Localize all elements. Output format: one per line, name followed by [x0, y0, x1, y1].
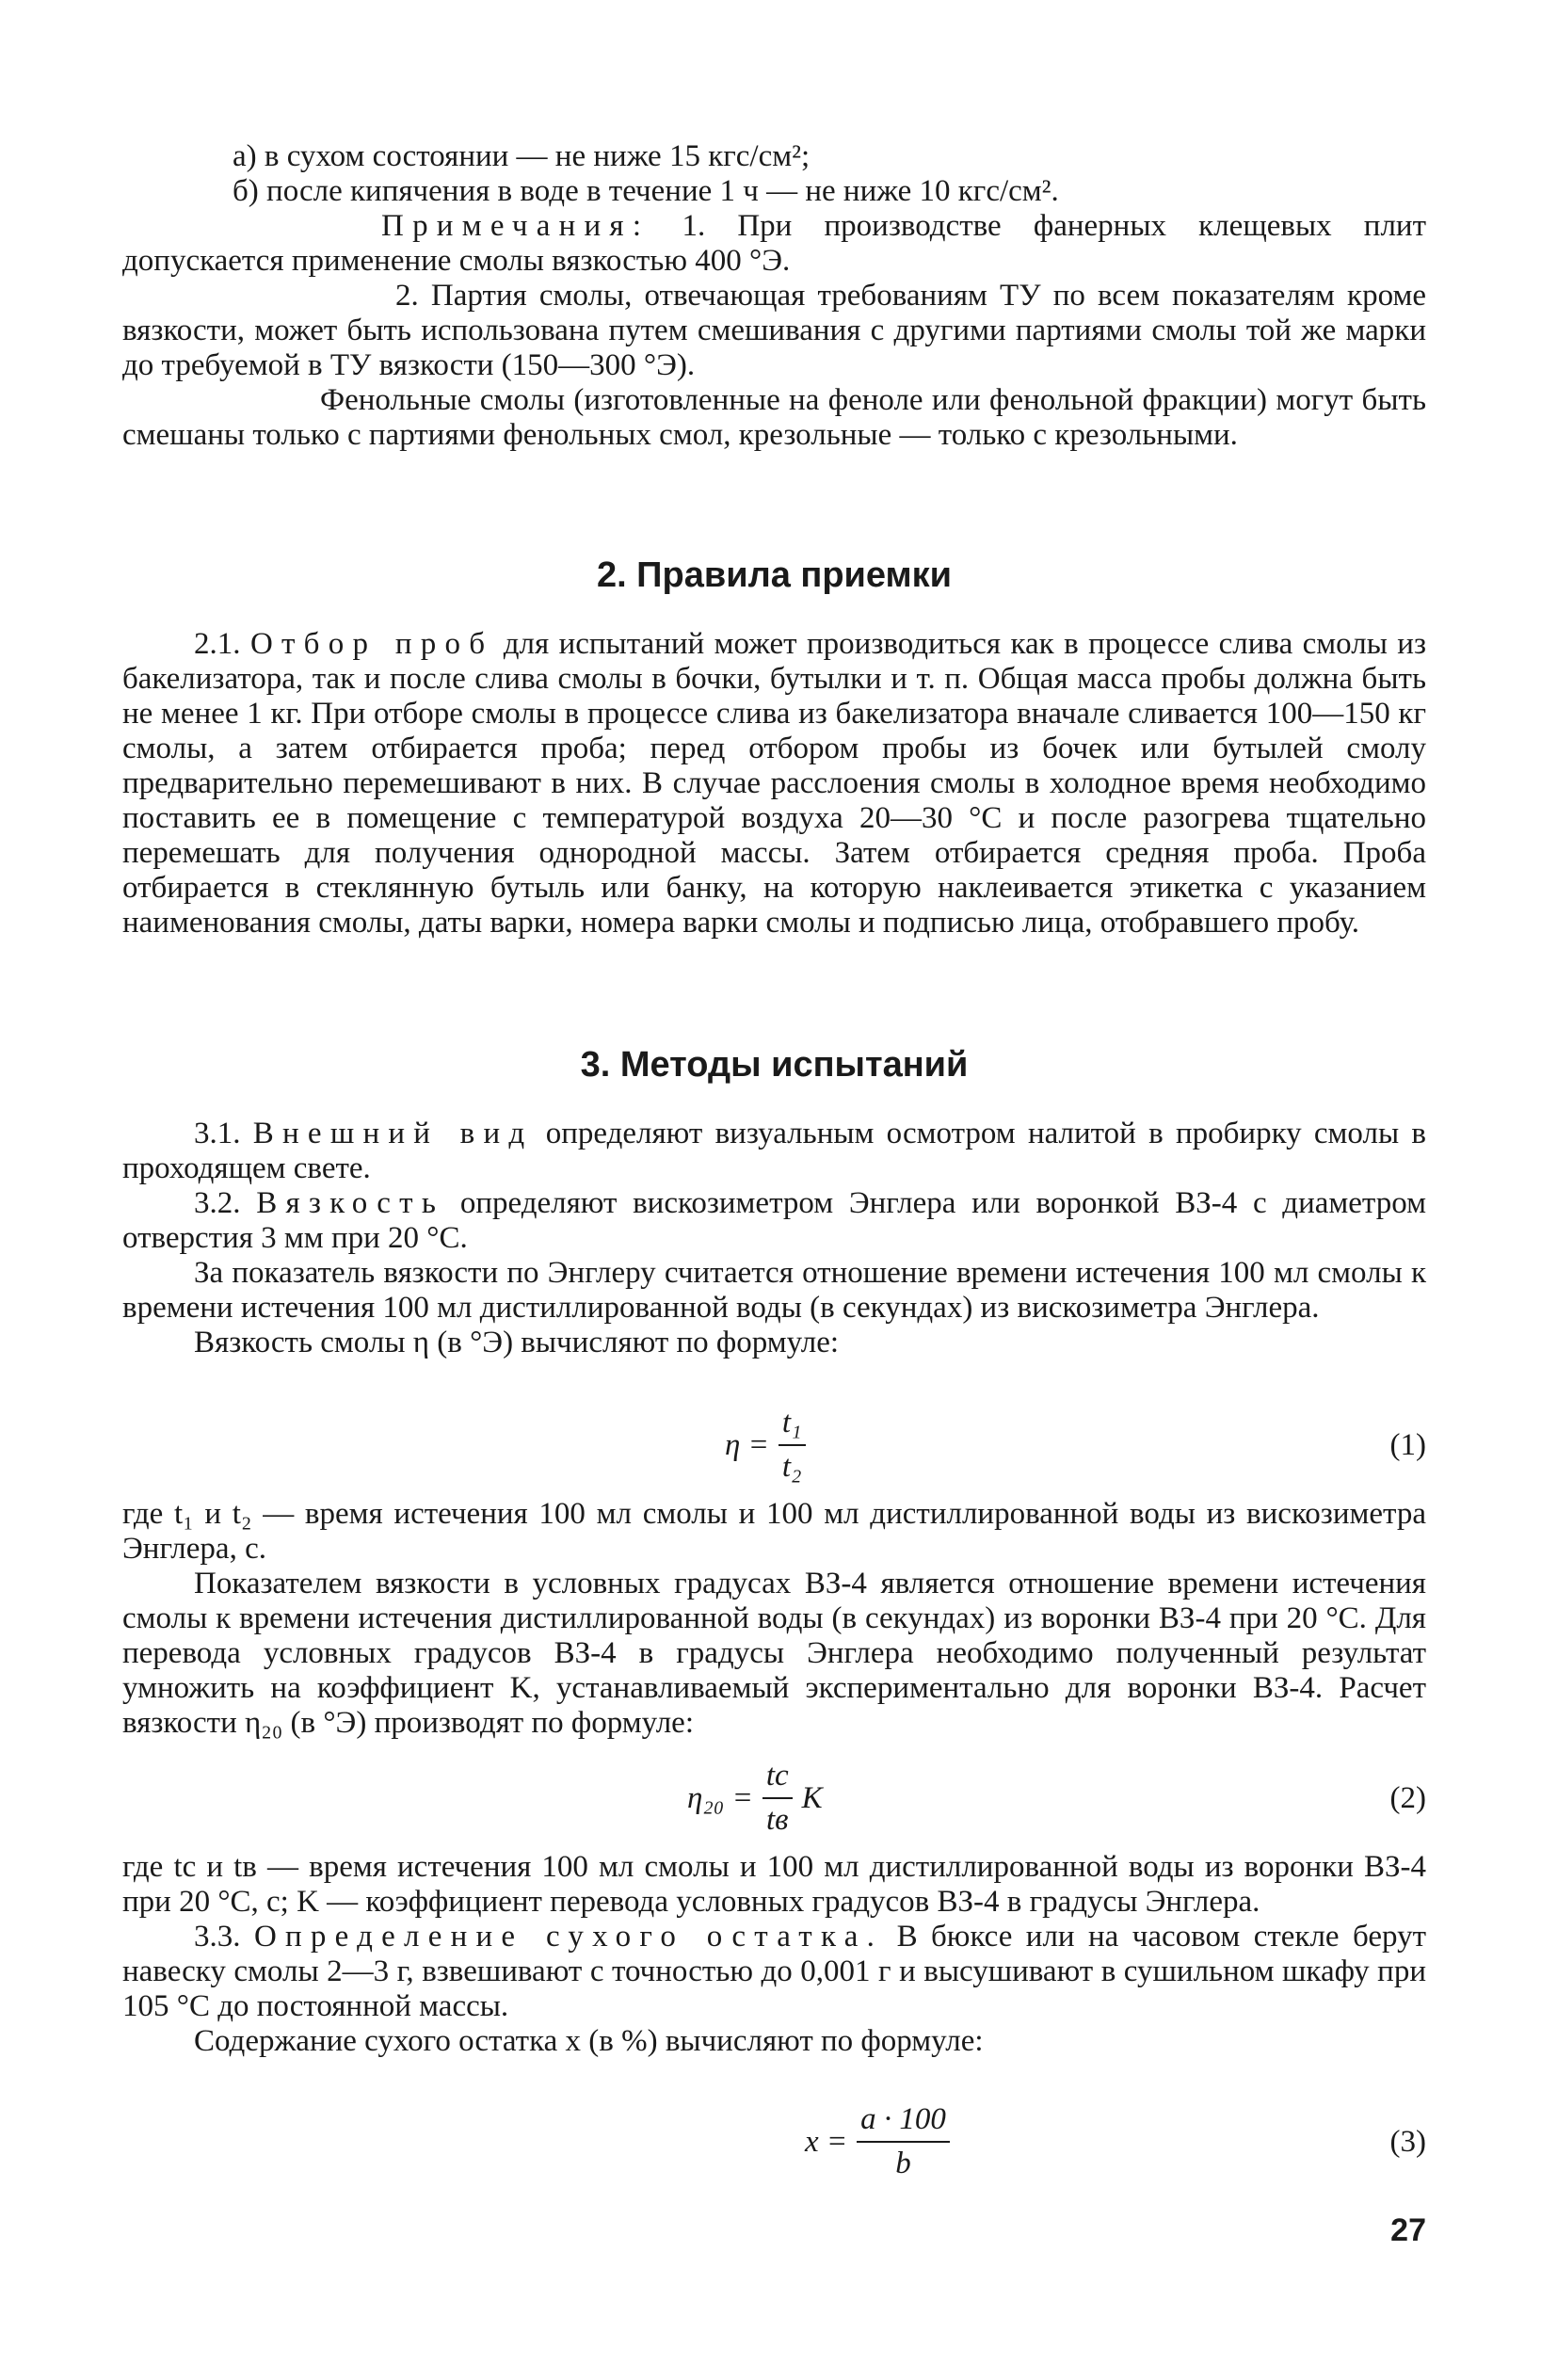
section-3-heading: 3. Методы испытаний — [580, 1045, 969, 1085]
note-label: Примечания: — [381, 208, 650, 243]
formula-2-body — [687, 1746, 823, 1850]
formula-2-tag: (2) — [1389, 1780, 1426, 1815]
formula-1-numerator: t₁ — [778, 1406, 806, 1446]
formula-1-body — [725, 1393, 815, 1497]
formula-2-denominator: tв — [766, 1803, 789, 1837]
formula-1-fraction — [778, 1406, 806, 1485]
formula-1-denominator: t₂ — [781, 1450, 802, 1484]
where-1: где t₁ и t₂ — время истечения 100 мл смолы и 100 мл дистиллированной воды из вискозиметра Энглера, с. — [122, 1497, 1426, 1566]
where-2: где tс и tв — время истечения 100 мл смолы и 100 мл дистиллированной воды из воронки ВЗ-4 при 20 °С, с; K — коэффициент перевода условных градусов ВЗ-4 в градусы Энглера. — [122, 1850, 1426, 1919]
section-3-body-1 — [122, 1117, 1426, 1360]
p33-title: Определение сухого остатка. — [253, 1919, 884, 1954]
formula-3-numerator: a · 100 — [857, 2102, 950, 2143]
p31-number: 3.1. — [194, 1117, 241, 1150]
paragraph-3-3 — [122, 1920, 1426, 2024]
p21-title: Отбор проб — [249, 627, 494, 661]
note-1-text: 1. При производстве фанерных клещевых плит допускается применение смолы вязкостью 400 °Э. — [122, 208, 1427, 278]
formula-3-intro: Содержание сухого остатка x (в %) вычисляют по формуле: — [194, 2023, 984, 2058]
p32-text: определяют вискозиметром Энглера или воронкой ВЗ-4 с диаметром отверстия 3 мм при 20 °С. — [122, 1185, 1427, 1255]
paragraph-2-1 — [122, 627, 1426, 941]
formula-1 — [122, 1393, 1426, 1497]
note-2: 2. Партия смолы, отвечающая требованиям ТУ по всем показателям кроме вязкости, может быть использована путем смешивания с другими партиями смолы той же марки до требуемой в ТУ вязкости (150—300 °Э). — [122, 278, 1426, 382]
paragraph-engler: За показатель вязкости по Энглеру считается отношение времени истечения 100 мл смолы к времени истечения 100 мл дистиллированной воды (в секундах) из вискозиметра Энглера. — [122, 1255, 1426, 1325]
paragraph-3-1 — [122, 1117, 1426, 1186]
p21-number: 2.1. — [194, 627, 241, 661]
section-2-body — [122, 627, 1426, 941]
p32-number: 3.2. — [194, 1185, 241, 1220]
formula-2-lhs: η₂₀ = — [687, 1780, 753, 1815]
section-3-body-2 — [122, 1497, 1426, 1741]
note-3: Фенольные смолы (изготовленные на феноле или фенольной фракции) могут быть смешаны только с партиями фенольных смол, крезольные — только с крезольными. — [122, 382, 1426, 452]
note-1 — [122, 209, 1426, 279]
item-b: б) после кипячения в воде в течение 1 ч — не ниже 10 кгс/см². — [233, 173, 1059, 208]
formula-2 — [122, 1746, 1426, 1850]
formula-3-body — [805, 2090, 959, 2194]
formula-3-fraction — [857, 2102, 950, 2181]
p31-text: определяют визуальным осмотром налитой в пробирку смолы в проходящем свете. — [122, 1117, 1426, 1185]
formula-1-intro: Вязкость смолы η (в °Э) вычисляют по формуле: — [194, 1325, 840, 1359]
section-2-heading: 2. Правила приемки — [596, 555, 953, 595]
page-number: 27 — [1390, 2212, 1426, 2248]
section-3-body-3 — [122, 1850, 1426, 2059]
formula-3 — [122, 2090, 1426, 2194]
item-a: а) в сухом состоянии — не ниже 15 кгс/см²; — [233, 139, 811, 173]
paragraph-vz4: Показателем вязкости в условных градусах ВЗ-4 является отношение времени истечения смолы к времени истечения дистиллированной воды (в секундах) из воронки ВЗ-4 при 20 °С. Для перевода условных градусов ВЗ-4 в градусы Энглера необходимо полученный результат умножить на коэффициент K, устанавливаемый экспериментально для воронки ВЗ-4. Расчет вязкости η₂₀ (в °Э) производят по формуле: — [122, 1566, 1426, 1740]
top-section — [122, 139, 1426, 453]
formula-3-tag: (3) — [1389, 2124, 1426, 2159]
p31-title: Внешний вид — [252, 1117, 534, 1150]
formula-3-lhs: x = — [805, 2124, 848, 2159]
formula-3-denominator: b — [895, 2147, 911, 2180]
formula-2-numerator: tс — [762, 1759, 793, 1799]
formula-2-fraction — [762, 1759, 793, 1838]
paragraph-3-2 — [122, 1186, 1426, 1256]
formula-1-tag: (1) — [1389, 1427, 1426, 1462]
p32-title: Вязкость — [256, 1185, 445, 1220]
p33-text: В бюксе или на часовом стекле берут навеску смолы 2—3 г, взвешивают с точностью до 0,001 г и высушивают в сушильном шкафу при 105 °С до постоянной массы. — [122, 1919, 1426, 2023]
formula-1-lhs: η = — [725, 1427, 769, 1462]
formula-2-rhs: K — [801, 1780, 823, 1815]
p21-text: для испытаний может производиться как в процессе слива смолы из бакелизатора, так и после слива смолы в бочки, бутылки и т. п. Общая масса пробы должна быть не менее 1 кг. При отборе смолы в процессе слива из бакелизатора вначале сливается 100—150 кг смолы, а затем отбирается проба; перед отбором пробы из бочек или бутылей смолу предварительно перемешивают в них. В случае расслоения смолы в холодное время необходимо поставить ее в помещение с температурой воздуха 20—30 °С и после разогрева тщательно перемешать для получения однородной массы. Затем отбирается средняя проба. Проба отбирается в стеклянную бутыль или банку, на которую наклеивается этикетка с указанием наименования смолы, даты варки, номера варки смолы и подписью лица, отобравшего пробу. — [122, 627, 1427, 940]
p33-number: 3.3. — [194, 1919, 241, 1954]
